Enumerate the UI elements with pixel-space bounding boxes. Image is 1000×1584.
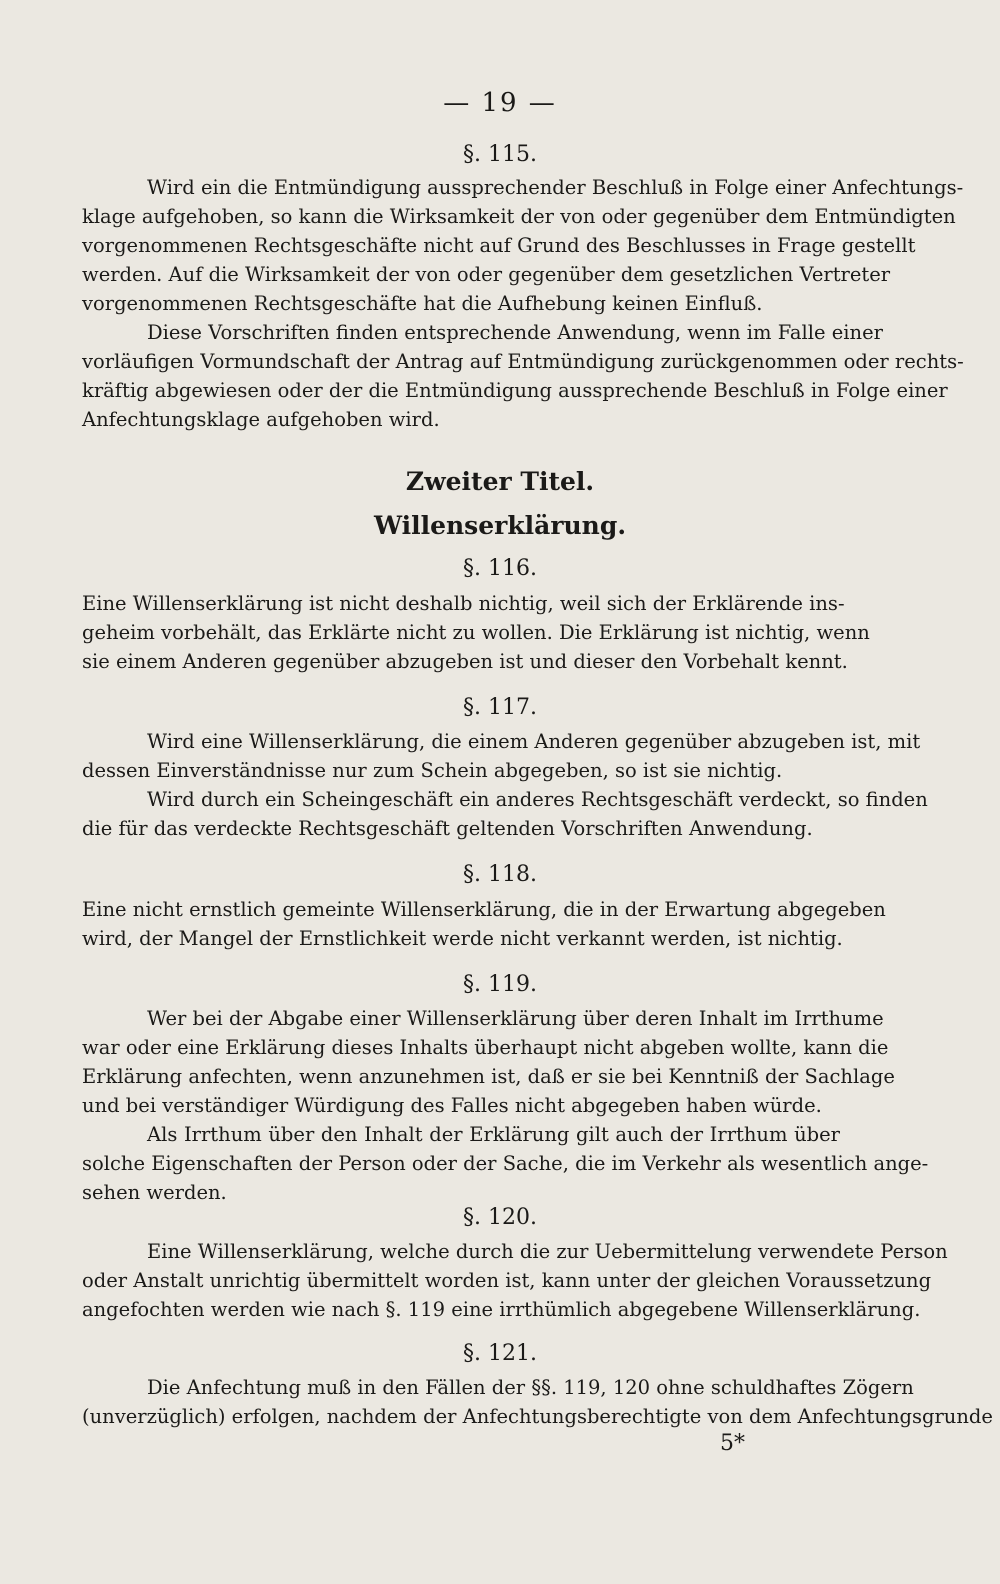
text-line: Wer bei der Abgabe einer Willenserklärung über deren Inhalt im Irrthume xyxy=(147,1007,884,1030)
text-line: solche Eigenschaften der Person oder der Sache, die im Verkehr als wesentlich ange- xyxy=(82,1152,929,1175)
text-line: Eine Willenserklärung, welche durch die zur Uebermittelung verwendete Person xyxy=(147,1240,948,1263)
text-line: Eine nicht ernstlich gemeinte Willenserklärung, die in der Erwartung abgegeben xyxy=(82,898,886,921)
section-heading-116: §. 116. xyxy=(463,556,537,581)
text-line: dessen Einverständnisse nur zum Schein abgegeben, so ist sie nichtig. xyxy=(82,759,783,782)
text-line: Als Irrthum über den Inhalt der Erklärung gilt auch der Irrthum über xyxy=(147,1123,840,1146)
text-line: vorläufigen Vormundschaft der Antrag auf Entmündigung zurückgenommen oder rechts- xyxy=(82,350,964,373)
text-line: Anfechtungsklage aufgehoben wird. xyxy=(82,408,440,431)
subtitle-heading: Willenserklärung. xyxy=(373,511,627,540)
text-line: die für das verdeckte Rechtsgeschäft geltenden Vorschriften Anwendung. xyxy=(82,817,813,840)
text-line: vorgenommenen Rechtsgeschäfte hat die Aufhebung keinen Einfluß. xyxy=(82,292,763,315)
text-line: kräftig abgewiesen oder der die Entmündigung aussprechende Beschluß in Folge einer xyxy=(82,379,948,402)
text-line: Die Anfechtung muß in den Fällen der §§. 119, 120 ohne schuldhaftes Zögern xyxy=(147,1376,914,1399)
section-heading-117: §. 117. xyxy=(463,695,537,720)
text-line: oder Anstalt unrichtig übermittelt worden ist, kann unter der gleichen Voraussetzung xyxy=(82,1269,932,1292)
section-heading-115: §. 115. xyxy=(463,142,537,167)
text-line: klage aufgehoben, so kann die Wirksamkeit der von oder gegenüber dem Entmündigten xyxy=(82,205,956,228)
text-line: (unverzüglich) erfolgen, nachdem der Anfechtungsberechtigte von dem Anfechtungsgrunde xyxy=(82,1405,993,1428)
text-line: und bei verständiger Würdigung des Falles nicht abgegeben haben würde. xyxy=(82,1094,822,1117)
text-line: Diese Vorschriften finden entsprechende Anwendung, wenn im Falle einer xyxy=(147,321,883,344)
text-line: angefochten werden wie nach §. 119 eine irrthümlich abgegebene Willenserklärung. xyxy=(82,1298,921,1321)
section-heading-119: §. 119. xyxy=(463,972,537,997)
text-line: wird, der Mangel der Ernstlichkeit werde nicht verkannt werden, ist nichtig. xyxy=(82,927,843,950)
text-line: vorgenommenen Rechtsgeschäfte nicht auf Grund des Beschlusses in Frage gestellt xyxy=(82,234,916,257)
page-number: — 19 — xyxy=(443,88,557,118)
text-line: Wird durch ein Scheingeschäft ein anderes Rechtsgeschäft verdeckt, so finden xyxy=(147,788,928,811)
text-line: sie einem Anderen gegenüber abzugeben ist und dieser den Vorbehalt kennt. xyxy=(82,650,848,673)
text-line: geheim vorbehält, das Erklärte nicht zu wollen. Die Erklärung ist nichtig, wenn xyxy=(82,621,870,644)
text-line: werden. Auf die Wirksamkeit der von oder gegenüber dem gesetzlichen Vertreter xyxy=(82,263,891,286)
text-line: sehen werden. xyxy=(82,1181,227,1204)
title-heading: Zweiter Titel. xyxy=(405,467,595,496)
section-heading-121: §. 121. xyxy=(463,1341,537,1366)
text-line: Wird eine Willenserklärung, die einem Anderen gegenüber abzugeben ist, mit xyxy=(147,730,921,753)
signature-mark: 5* xyxy=(720,1431,745,1456)
text-line: Eine Willenserklärung ist nicht deshalb nichtig, weil sich der Erklärende ins- xyxy=(82,592,845,615)
text-line: Erklärung anfechten, wenn anzunehmen ist, daß er sie bei Kenntniß der Sachlage xyxy=(82,1065,895,1088)
text-line: war oder eine Erklärung dieses Inhalts überhaupt nicht abgeben wollte, kann die xyxy=(82,1036,889,1059)
section-heading-120: §. 120. xyxy=(463,1205,537,1230)
section-heading-118: §. 118. xyxy=(463,862,537,887)
text-line: Wird ein die Entmündigung aussprechender Beschluß in Folge einer Anfechtungs- xyxy=(147,176,964,199)
